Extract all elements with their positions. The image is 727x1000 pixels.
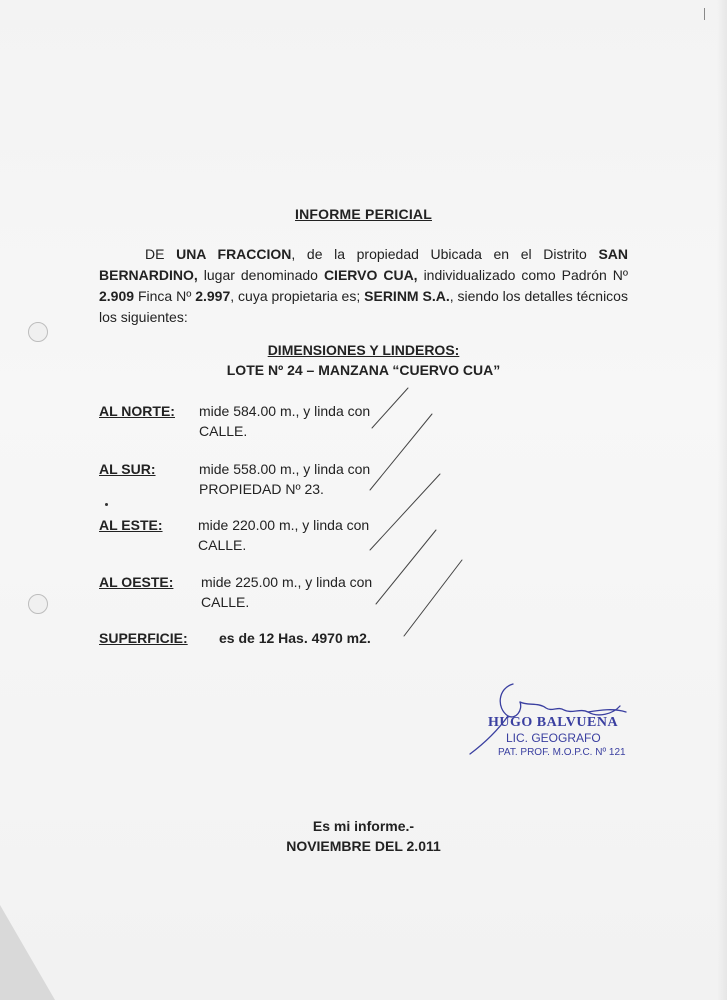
boundary-text	[201, 572, 401, 612]
boundary-neighbor: CALLE.	[199, 423, 248, 439]
boundary-text	[199, 459, 399, 499]
stamp-role: LIC. GEOGRAFO	[506, 731, 601, 745]
document-title: INFORME PERICIAL	[295, 206, 432, 222]
boundary-measure: mide 584.00 m., y linda con	[199, 403, 371, 419]
boundary-label: AL NORTE:	[99, 403, 175, 419]
boundary-neighbor: PROPIEDAD Nº 23.	[199, 481, 324, 497]
boundary-label: AL SUR:	[99, 461, 156, 477]
boundary-neighbor: CALLE.	[201, 594, 250, 610]
intro-paragraph: DE UNA FRACCION, de la propiedad Ubicada en el Distrito SAN BERNARDINO, lugar denominado CIERVO CUA, individualizado como Padrón Nº 2.909 Finca Nº 2.997, cuya propietaria es; SERINM S.A., siendo los detalles técnicos los siguientes:	[99, 246, 628, 325]
surface-value: es de 12 Has. 4970 m2.	[219, 630, 371, 646]
boundary-measure: mide 225.00 m., y linda con	[201, 574, 373, 590]
punch-hole-icon	[28, 322, 48, 342]
stamp-registration: PAT. PROF. M.O.P.C. Nº 121	[498, 747, 626, 758]
stamp-name: HUGO BALVUENA	[488, 715, 619, 730]
surface-label: SUPERFICIE:	[99, 630, 188, 646]
boundary-measure: mide 558.00 m., y linda con	[199, 461, 371, 477]
closing-date: NOVIEMBRE DEL 2.011	[286, 838, 441, 854]
pen-stroke	[404, 560, 462, 636]
lot-heading: LOTE Nº 24 – MANZANA “CUERVO CUA”	[226, 362, 501, 378]
boundary-label: AL ESTE:	[99, 517, 163, 533]
section-heading: DIMENSIONES Y LINDEROS:	[267, 342, 460, 358]
boundary-text	[199, 401, 399, 441]
boundary-text	[198, 515, 398, 555]
ink-mark	[704, 8, 705, 20]
closing-line: Es mi informe.-	[312, 818, 415, 834]
signature-stamp	[468, 672, 638, 762]
boundary-label: AL OESTE:	[99, 574, 174, 590]
page-corner-fold	[0, 905, 55, 1000]
boundary-neighbor: CALLE.	[198, 537, 247, 553]
boundary-measure: mide 220.00 m., y linda con	[198, 517, 370, 533]
ink-mark	[105, 503, 108, 506]
punch-hole-icon	[28, 594, 48, 614]
